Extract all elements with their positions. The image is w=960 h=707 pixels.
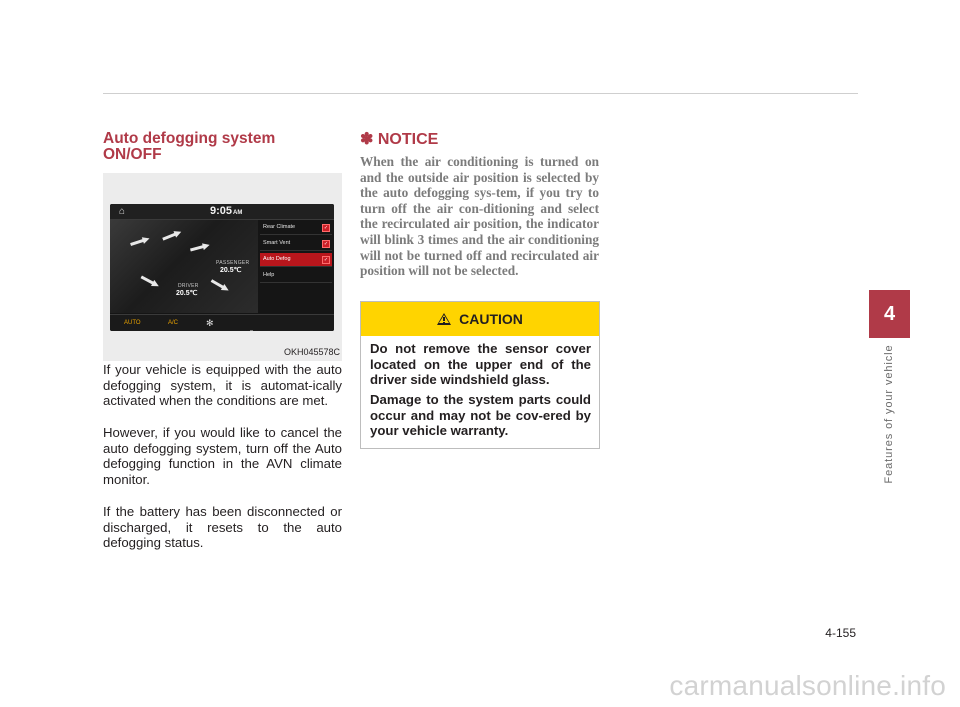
- menu-item-label: Help: [263, 272, 275, 278]
- body-paragraph: However, if you would like to cancel the auto defogging system, turn off the Auto defogging function in the AVN climate monitor.: [103, 425, 342, 487]
- menu-item-help[interactable]: [260, 269, 332, 283]
- page-number: 4-155: [825, 626, 856, 640]
- driver-zone-label: DRIVER: [178, 283, 199, 289]
- airflow-arrow-icon: [161, 229, 182, 243]
- home-icon: ⌂: [118, 206, 126, 217]
- fan-speed-indicator: [220, 320, 255, 331]
- passenger-zone-label: PASSENGER: [216, 260, 250, 266]
- status-bar: [110, 204, 334, 220]
- cabin-airflow-illustration: [110, 220, 258, 313]
- auto-button[interactable]: AUTO: [124, 320, 141, 326]
- driver-temp: 20.5℃: [176, 290, 198, 297]
- climate-screen-figure: [103, 173, 342, 361]
- menu-item-rear-climate[interactable]: [260, 221, 332, 235]
- chapter-label: Features of your vehicle: [883, 344, 895, 484]
- avn-screen: [110, 204, 334, 331]
- passenger-temp: 20.5℃: [220, 267, 242, 274]
- climate-menu: [260, 221, 332, 285]
- caution-label-text: CAUTION: [459, 311, 523, 327]
- section-title: [103, 131, 343, 163]
- caution-header: [361, 302, 599, 336]
- airflow-arrow-icon: [129, 235, 150, 248]
- clock: [210, 205, 242, 220]
- menu-item-auto-defog[interactable]: [260, 253, 332, 267]
- caution-paragraph: Damage to the system parts could occur and may not be cov-ered by your vehicle warranty.: [370, 392, 591, 438]
- climate-bottom-bar: [110, 314, 334, 331]
- checkbox-checked-icon[interactable]: ✓: [323, 225, 329, 231]
- menu-item-smart-vent[interactable]: [260, 237, 332, 251]
- checkbox-checked-icon[interactable]: ✓: [323, 257, 329, 263]
- watermark: carmanualsonline.info: [669, 670, 946, 701]
- airflow-arrow-icon: [189, 242, 210, 254]
- warning-triangle-icon: [437, 313, 451, 325]
- clock-time: 9:05: [210, 205, 233, 217]
- checkbox-checked-icon[interactable]: ✓: [323, 241, 329, 247]
- menu-item-label: Rear Climate: [263, 224, 296, 230]
- fan-speed-bar: [250, 330, 253, 331]
- menu-item-label: Smart Vent: [263, 240, 291, 246]
- ac-button[interactable]: A/C: [168, 320, 179, 326]
- clock-ampm: AM: [233, 210, 243, 216]
- fan-icon: ✻: [206, 318, 214, 328]
- airflow-arrow-icon: [210, 277, 231, 293]
- notice-symbol-icon: ✽: [360, 131, 374, 148]
- menu-item-label: Auto Defog: [263, 256, 291, 262]
- header-rule: [103, 93, 858, 94]
- caution-box: [360, 301, 600, 449]
- section-title-line1: Auto defogging system: [103, 130, 276, 147]
- caution-paragraph: Do not remove the sensor cover located on the upper end of the driver side windshield glass.: [370, 341, 591, 387]
- caution-label: [361, 302, 599, 336]
- chapter-tab: 4: [869, 290, 910, 338]
- notice-title: [360, 130, 438, 150]
- body-paragraph: If your vehicle is equipped with the auto defogging system, it is automat-ically activated when the conditions are met.: [103, 362, 342, 408]
- airflow-arrow-icon: [140, 274, 161, 290]
- notice-title-text: NOTICE: [377, 131, 439, 148]
- figure-code: OKH045578C: [283, 347, 340, 357]
- notice-text: When the air conditioning is turned on and the outside air position is selected by the auto defogging sys-tem, if you try to turn off the air con-ditioning and select the recirculated air position, the indicator will blink 3 times and the air conditioning will not be turned off and recirculated air position will not be selected.: [360, 154, 599, 279]
- body-paragraph: If the battery has been disconnected or discharged, it resets to the auto defogging status.: [103, 504, 342, 550]
- section-title-line2: ON/OFF: [103, 146, 162, 163]
